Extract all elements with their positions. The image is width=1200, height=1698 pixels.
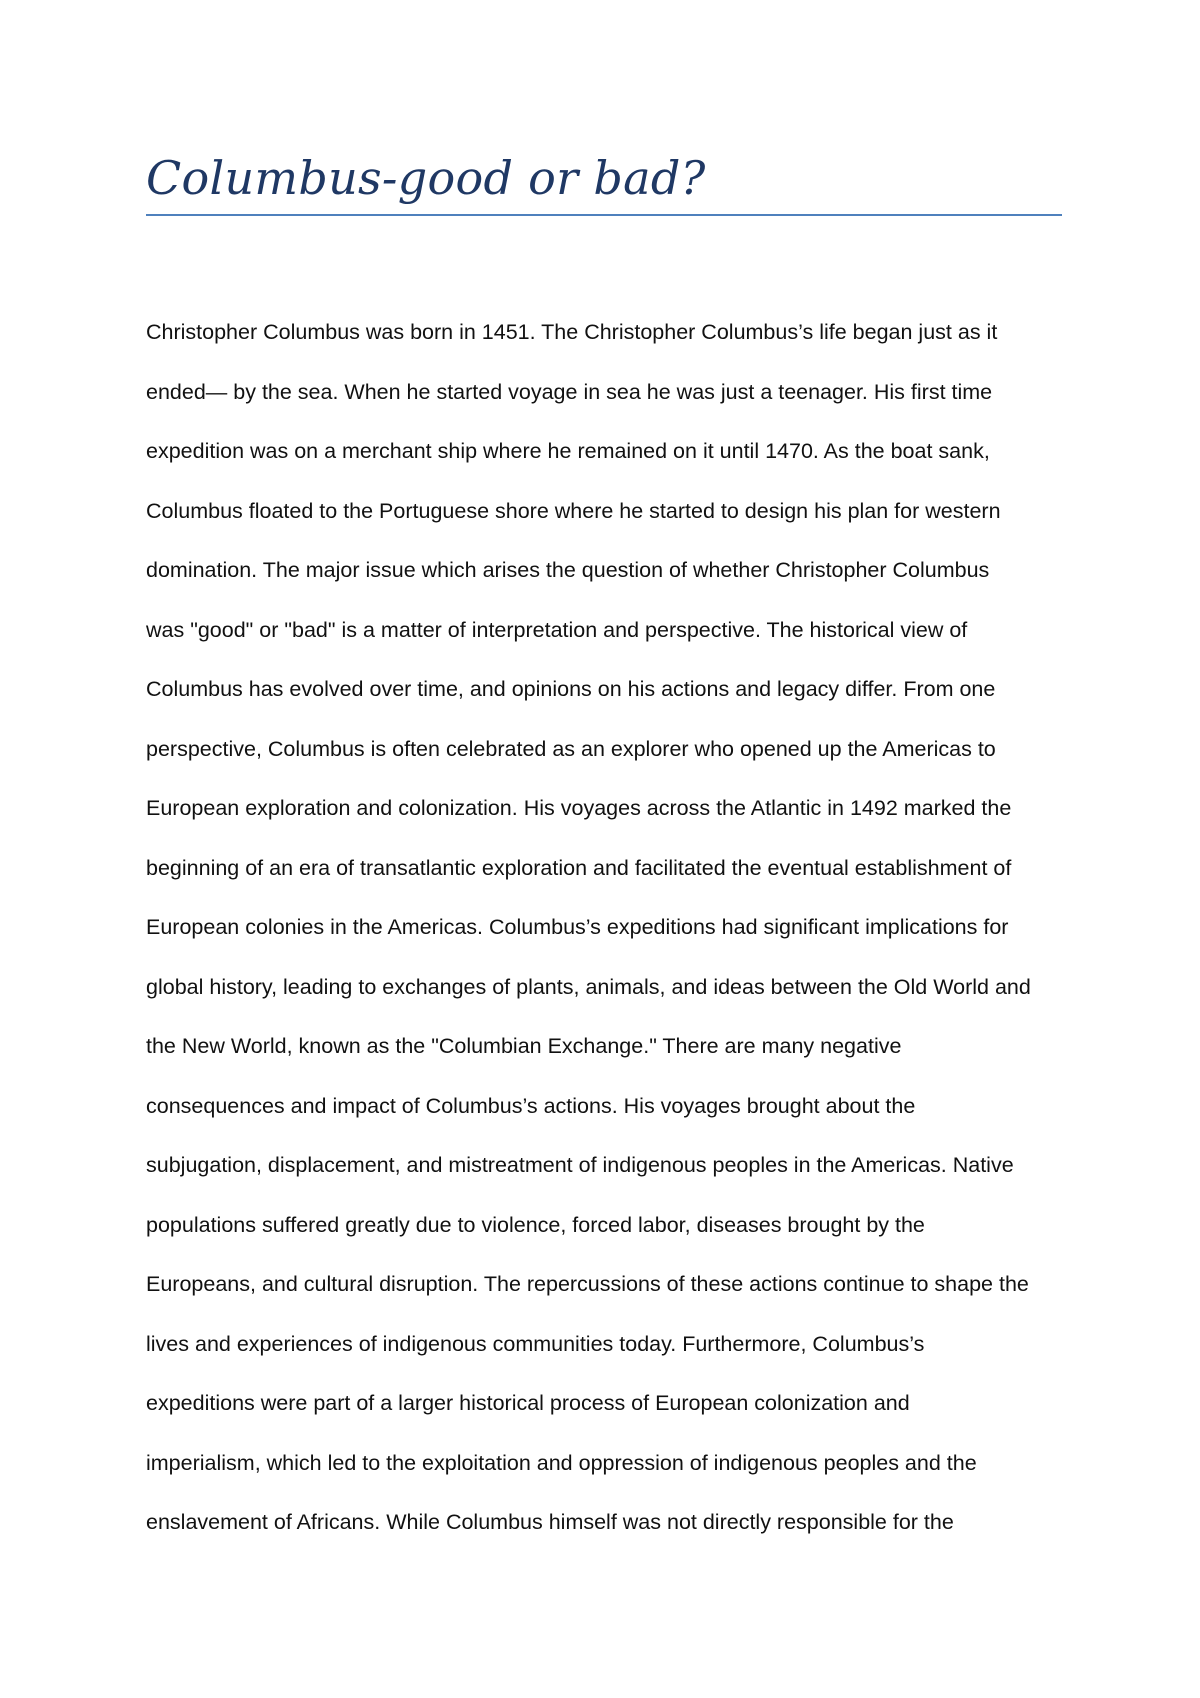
body-line: Europeans, and cultural disruption. The repercussions of these actions continue to shape the	[146, 1272, 1029, 1296]
body-line: consequences and impact of Columbus’s actions. His voyages brought about the	[146, 1093, 916, 1118]
body-line: expeditions were part of a larger historical process of European colonization and	[146, 1391, 910, 1415]
body-line: beginning of an era of transatlantic exploration and facilitated the eventual establishment of	[146, 855, 1012, 880]
body-line: Columbus floated to the Portuguese shore where he started to design his plan for western	[146, 498, 1001, 523]
body-line: enslavement of Africans. While Columbus himself was not directly responsible for the	[146, 1510, 954, 1534]
body-line: perspective, Columbus is often celebrated as an explorer who opened up the Americas to	[146, 736, 996, 761]
document-body	[146, 303, 1076, 1553]
body-line: subjugation, displacement, and mistreatment of indigenous peoples in the Americas. Native	[146, 1153, 1014, 1177]
body-line: global history, leading to exchanges of plants, animals, and ideas between the Old World and	[146, 974, 1031, 999]
body-line: Christopher Columbus was born in 1451. The Christopher Columbus’s life began just as it	[146, 320, 998, 344]
title-underline-rule	[146, 214, 1062, 216]
body-line: expedition was on a merchant ship where he remained on it until 1470. As the boat sank,	[146, 439, 990, 463]
body-line: imperialism, which led to the exploitation and oppression of indigenous peoples and the	[146, 1450, 977, 1475]
body-line: European colonies in the Americas. Columbus’s expeditions had significant implications for	[146, 915, 1009, 939]
body-line: ended— by the sea. When he started voyage in sea he was just a teenager. His first time	[146, 379, 993, 404]
body-line: Columbus has evolved over time, and opinions on his actions and legacy differ. From one	[146, 677, 996, 701]
body-line: lives and experiences of indigenous communities today. Furthermore, Columbus’s	[146, 1331, 925, 1356]
document-title: Columbus-good or bad?	[146, 151, 706, 205]
body-line: the New World, known as the "Columbian Exchange." There are many negative	[146, 1034, 902, 1058]
body-line: European exploration and colonization. His voyages across the Atlantic in 1492 marked the	[146, 796, 1012, 820]
body-line: domination. The major issue which arises the question of whether Christopher Columbus	[146, 558, 990, 582]
body-line: was "good" or "bad" is a matter of interpretation and perspective. The historical view of	[146, 617, 968, 642]
body-line: populations suffered greatly due to violence, forced labor, diseases brought by the	[146, 1212, 925, 1237]
